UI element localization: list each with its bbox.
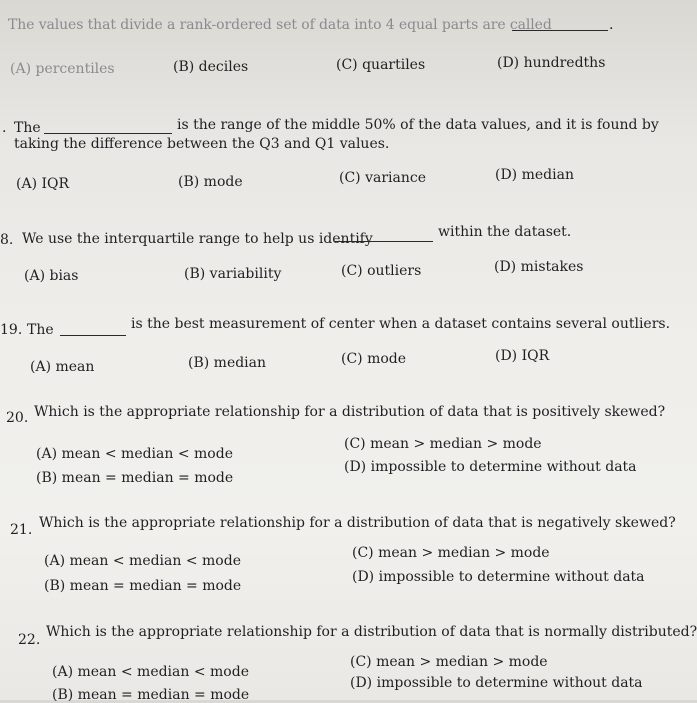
question-text-rest: is the best measurement of center when a dataset contains several outliers.	[131, 316, 671, 332]
option-a: (A) bias	[24, 268, 79, 284]
option-a: (A) mean < median < mode	[36, 446, 233, 462]
option-d: (D) mistakes	[494, 259, 584, 275]
question-text: The values that divide a rank-ordered set of data into 4 equal parts are called	[8, 17, 552, 33]
option-c: (C) mean > median > mode	[350, 654, 548, 670]
option-b: (B) variability	[184, 266, 282, 282]
question-text-end: within the dataset.	[438, 224, 572, 240]
question-text: Which is the appropriate relationship for a distribution of data that is negatively skewed?	[39, 515, 676, 531]
option-d: (D) impossible to determine without data	[350, 675, 643, 691]
question-text: The	[14, 120, 41, 136]
option-b: (B) mean = median = mode	[36, 470, 234, 486]
option-d: (D) median	[495, 167, 574, 183]
answer-blank	[60, 323, 126, 336]
answer-blank	[44, 121, 172, 134]
option-a: (A) IQR	[16, 176, 70, 192]
option-a: (A) percentiles	[10, 61, 115, 77]
option-b: (B) mean = median = mode	[44, 578, 242, 594]
question-number: .	[2, 120, 7, 136]
question-text: The	[27, 322, 54, 338]
option-c: (C) mode	[341, 351, 407, 367]
option-c: (C) mean > median > mode	[344, 436, 542, 452]
option-b: (B) deciles	[173, 59, 249, 75]
option-d: (D) impossible to determine without data	[352, 569, 645, 585]
option-d: (D) hundredths	[497, 55, 606, 71]
option-b: (B) mean = median = mode	[52, 687, 250, 703]
question-number: 20.	[6, 410, 29, 426]
option-d: (D) impossible to determine without data	[344, 459, 637, 475]
option-b: (B) median	[188, 355, 267, 371]
answer-blank	[335, 229, 433, 242]
question-text-end: .	[609, 17, 614, 33]
option-b: (B) mode	[178, 174, 243, 190]
option-c: (C) outliers	[341, 263, 422, 279]
question-number: 21.	[10, 522, 33, 538]
question-number: 19.	[0, 322, 23, 338]
option-c: (C) quartiles	[336, 57, 426, 73]
option-c: (C) variance	[339, 170, 427, 186]
question-text: We use the interquartile range to help us identify	[22, 231, 373, 247]
answer-blank	[512, 18, 608, 31]
question-text: Which is the appropriate relationship for a distribution of data that is normally distributed?	[46, 624, 697, 640]
option-a: (A) mean < median < mode	[52, 664, 249, 680]
question-text-rest: is the range of the middle 50% of the data values, and it is found by	[177, 117, 659, 133]
question-text-line2: taking the difference between the Q3 and Q1 values.	[14, 136, 390, 152]
question-text: Which is the appropriate relationship for a distribution of data that is positively skewed?	[34, 404, 666, 420]
option-a: (A) mean < median < mode	[44, 553, 241, 569]
option-a: (A) mean	[30, 359, 95, 375]
question-number: 22.	[18, 632, 41, 648]
option-d: (D) IQR	[495, 348, 550, 364]
question-number: 8.	[0, 232, 14, 248]
option-c: (C) mean > median > mode	[352, 545, 550, 561]
